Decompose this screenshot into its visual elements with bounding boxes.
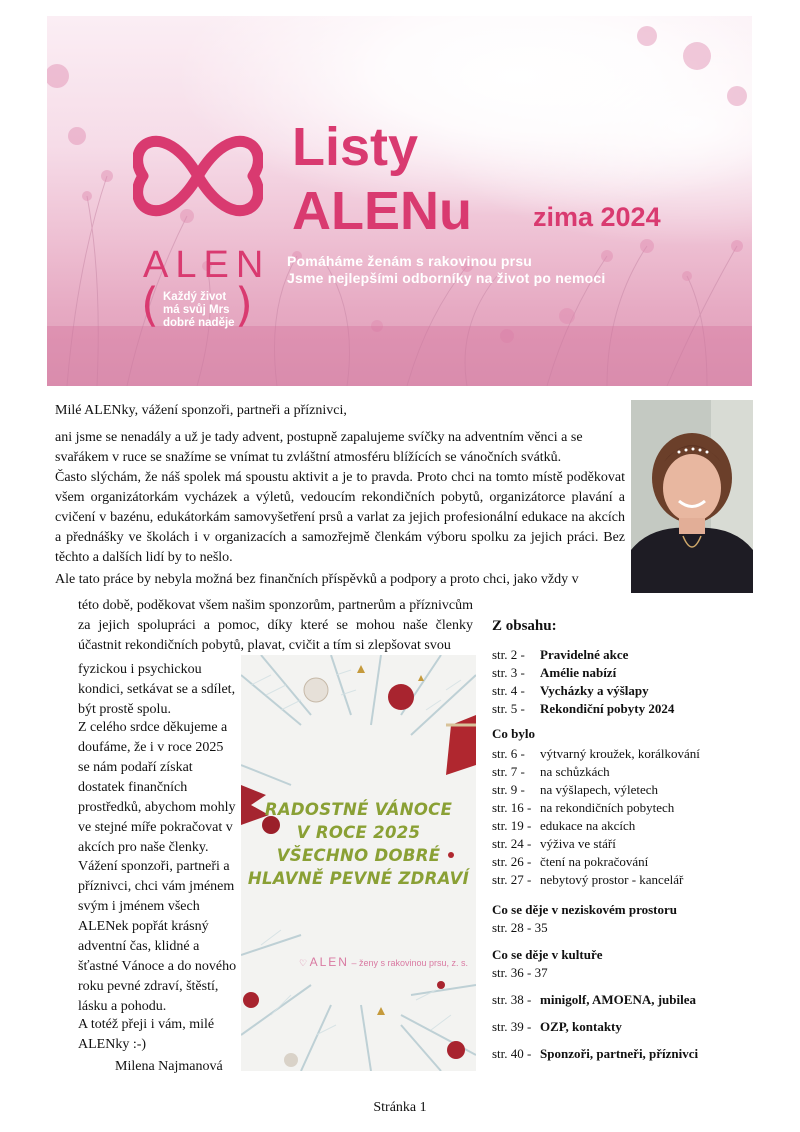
logo-bracket-right: ) <box>235 278 253 332</box>
card-greeting-line: HLAVNĚ PEVNÉ ZDRAVÍ <box>247 869 470 888</box>
card-greeting-line: V ROCE 2025 <box>296 823 421 842</box>
letter-paragraph: Často slýchám, že náš spolek má spoustu aktivit a je to pravda. Proto chci na tomto místě poděkovat všem organizátorkám vycházek a výletů, vedoucím rekondičních pobytů, organizátorce plavání a cvičení v bazénu, edukátorkám samovyšetření prsů a varlat za jejich profesionální edukace na akcích a přednášky ve školách i v organizacích a samozřejmě členkám výboru spolku za jejich práci. Bez těchto a dalších lidí by to nešlo. <box>55 470 625 565</box>
subtitle-line1: Pomáháme ženám s rakovinou prsu <box>287 253 533 269</box>
card-logo-text: ALEN <box>309 955 349 969</box>
toc-label: na schůzkách <box>540 764 610 779</box>
toc-section-ngo: Co se děje v neziskovém prostoru <box>492 902 677 917</box>
toc-item[interactable] <box>492 854 648 870</box>
letter-greeting: Milé ALENky, vážení sponzoři, partneři a příznivci, <box>55 403 347 418</box>
toc-item[interactable] <box>492 836 616 852</box>
toc-item[interactable] <box>492 746 700 762</box>
letter-paragraph: této době, poděkovat všem našim sponzorům, partnerům a příznivcům za jejich spolupráci a pomoc, díky které se mohou naše členky účastnit rekondičních pobytů, plavat, cvičit a tím si zlepšovat svou <box>78 598 473 653</box>
alen-logo-icon <box>133 106 263 246</box>
card-greeting-line: VŠECHNO DOBRÉ <box>276 846 441 865</box>
toc-label: Amélie nabízí <box>540 665 617 680</box>
toc-item[interactable] <box>492 665 616 681</box>
toc-page: str. 26 - <box>492 854 532 869</box>
toc-item[interactable] <box>492 800 674 816</box>
toc-page: str. 2 - <box>492 647 525 662</box>
author-portrait <box>631 400 753 593</box>
letter-paragraph: Ale tato práce by nebyla možná bez finančních příspěvků a podpory a proto chci, jako vždy v <box>55 572 579 587</box>
toc-page: str. 7 - <box>492 764 525 779</box>
subtitle-line2: Jsme nejlepšími odborníky na život po nemoci <box>287 270 606 286</box>
toc-section-past: Co bylo <box>492 726 535 741</box>
newsletter-title-line2: ALENu <box>292 181 472 241</box>
toc-label: edukace na akcích <box>540 818 636 833</box>
toc-item[interactable] <box>492 701 674 717</box>
toc-label: Vycházky a výšlapy <box>540 683 649 698</box>
toc-page: str. 6 - <box>492 746 525 761</box>
toc-item[interactable] <box>492 683 649 699</box>
card-logo-sub: – ženy s rakovinou prsu, z. s. <box>351 958 469 968</box>
toc-label: nebytový prostor - kancelář <box>540 872 684 887</box>
toc-page: str. 19 - <box>492 818 532 833</box>
toc-section-culture: Co se děje v kultuře <box>492 947 603 962</box>
logo-bracket-left: ( <box>141 278 159 332</box>
toc-page: str. 3 - <box>492 665 525 680</box>
toc-label: Pravidelné akce <box>540 647 629 662</box>
toc-page: str. 16 - <box>492 800 532 815</box>
card-logo-heart-icon: ♡ <box>299 958 308 968</box>
letter-paragraph: Vážení sponzoři, partneři a příznivci, chci vám jménem svým i jménem všech ALENek popřát krásný adventní čas, klidné a šťastné Vánoce a do nového roku pevné zdraví, štěstí, lásku a pohodu. <box>78 859 237 1014</box>
toc-page: str. 9 - <box>492 782 525 797</box>
toc-label: na rekondičních pobytech <box>540 800 675 815</box>
toc-page: str. 5 - <box>492 701 525 716</box>
card-greeting-line: RADOSTNÉ VÁNOCE <box>264 800 453 819</box>
toc-page: str. 27 - <box>492 872 532 887</box>
letter-paragraph: fyzickou i psychickou kondici, setkávat se a sdílet, být prostě spolu. <box>78 662 236 717</box>
toc-item[interactable] <box>492 818 635 834</box>
toc-page: str. 4 - <box>492 683 525 698</box>
toc-label: čtení na pokračování <box>540 854 649 869</box>
page-number: Stránka 1 <box>373 1100 427 1115</box>
logo-motto: Každý život má svůj Mrs dobré naděje <box>163 291 235 329</box>
christmas-card <box>241 655 476 1071</box>
toc-label: výživa ve stáří <box>540 836 616 851</box>
toc-item[interactable] <box>492 1046 698 1062</box>
toc-ngo-pages[interactable]: str. 28 - 35 <box>492 920 548 935</box>
newsletter-title-line1: Listy <box>292 117 419 177</box>
toc-label: na výšlapech, výletech <box>540 782 659 797</box>
letter-signature: Milena Najmanová <box>115 1059 223 1074</box>
toc-label: OZP, kontakty <box>540 1019 622 1034</box>
toc-page: str. 24 - <box>492 836 532 851</box>
toc-label: výtvarný kroužek, korálkování <box>540 746 700 761</box>
logo-wordmark: ALEN <box>143 244 271 286</box>
toc-culture-pages[interactable]: str. 36 - 37 <box>492 965 548 980</box>
toc-item[interactable] <box>492 992 696 1008</box>
toc-item[interactable] <box>492 782 658 798</box>
toc-item[interactable] <box>492 872 683 888</box>
toc-item[interactable] <box>492 647 628 663</box>
toc-label: minigolf, AMOENA, jubilea <box>540 992 697 1007</box>
issue-season: zima 2024 <box>533 202 661 232</box>
toc-page: str. 39 - <box>492 1019 532 1034</box>
card-logo <box>299 955 468 969</box>
card-greeting <box>241 798 476 890</box>
letter-paragraph: ani jsme se nenadály a už je tady advent, postupně zapalujeme svíčky na adventním věnci a se svařákem v ruce se snažíme se vnímat tu zvláštní atmosféru blížících se vánočních svátků. <box>55 430 583 465</box>
letter-paragraph: Z celého srdce děkujeme a doufáme, že i v roce 2025 se nám podaří získat dostatek finančních prostředků, abychom mohly ve stejné míře pokračovat v akcích pro naše členky. <box>78 720 236 855</box>
toc-page: str. 40 - <box>492 1046 532 1061</box>
toc-label: Sponzoři, partneři, příznivci <box>540 1046 699 1061</box>
toc-heading: Z obsahu: <box>492 618 557 634</box>
toc-item[interactable] <box>492 764 610 780</box>
toc-page: str. 38 - <box>492 992 532 1007</box>
header-banner <box>47 16 752 386</box>
toc-label: Rekondiční pobyty 2024 <box>540 701 675 716</box>
letter-paragraph: A totéž přeji i vám, milé ALENky :-) <box>78 1017 215 1052</box>
toc-item[interactable] <box>492 1019 622 1035</box>
